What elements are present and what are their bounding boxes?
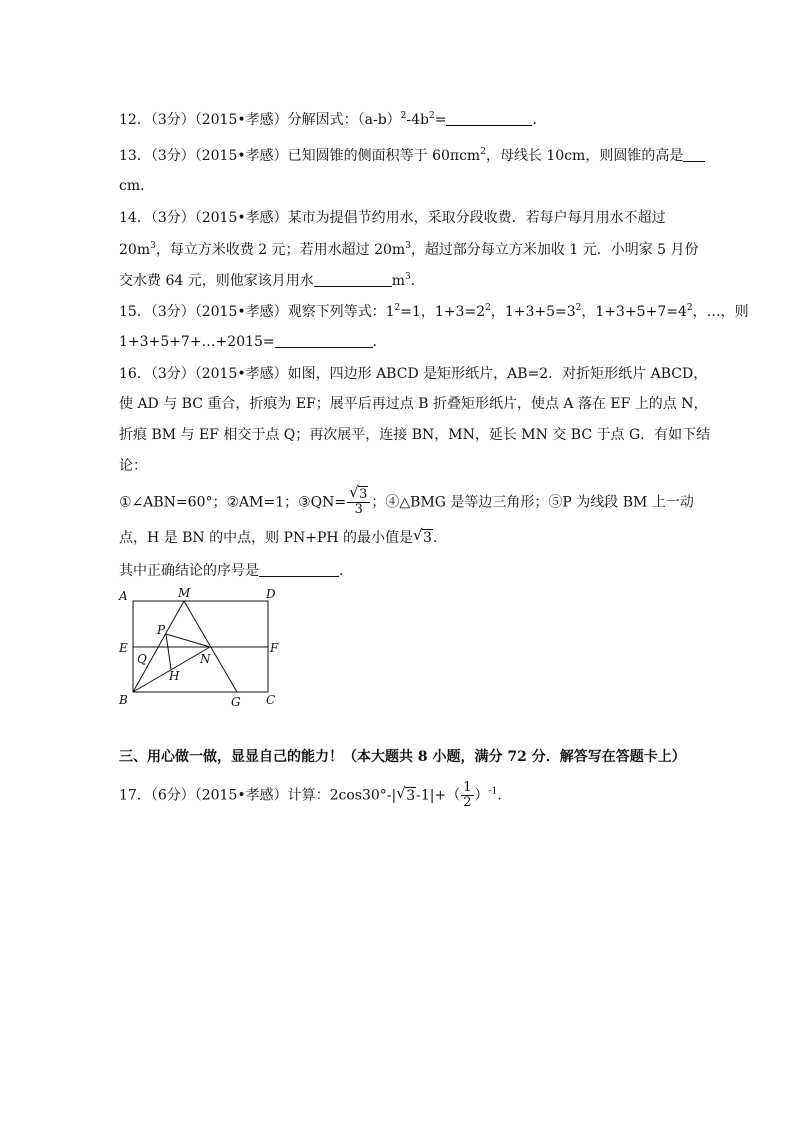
question-text: 1+3+5+7+…+2015=: [119, 334, 275, 350]
question-text: 折痕 BM 与 EF 相交于点 Q；再次展平，连接 BN，MN，延长 MN 交 BC 于点 G．有如下结: [119, 427, 711, 443]
square-root: √ 3: [413, 526, 432, 546]
question-number: 12．: [119, 112, 151, 128]
question-text: cm．: [119, 178, 155, 194]
question-meta: （3分）（2015•孝感）: [150, 112, 288, 128]
question-text: 其中正确结论的序号是: [119, 563, 259, 579]
question-15: [119, 302, 749, 322]
question-text: ，每立方米收费 2 元；若用水超过 20m: [155, 242, 406, 258]
question-text: 如图，四边形 ABCD 是矩形纸片，AB=2．对折矩形纸片 ABCD，: [287, 366, 708, 382]
question-13: [119, 146, 705, 166]
question-text: ，1+3+5+7=4: [581, 304, 687, 320]
question-number: 15．: [119, 304, 151, 320]
superscript: 3: [150, 241, 156, 251]
question-text: 20m: [119, 242, 151, 258]
fraction: $\frac{1}{2}$: [463, 780, 472, 810]
question-text: 已知圆锥的侧面积等于 60πcm: [287, 148, 481, 164]
period: ．: [372, 334, 387, 350]
question-text: ，母线长 10cm，则圆锥的高是: [485, 148, 684, 164]
label-a: A: [119, 589, 128, 603]
question-text: 某市为提倡节约用水，采取分段收费．若每户每月用水不超过: [287, 210, 666, 226]
section-heading: 三、用心做一做，显显自己的能力！（本大题共 8 小题，满分 72 分．解答写在答题卡上）: [119, 749, 686, 765]
question-meta: （3分）（2015•孝感）: [150, 148, 288, 164]
question-text: ；④△BMG 是等边三角形；⑤P 为线段 BM 上一动: [371, 494, 694, 511]
question-text: 使 AD 与 BC 重合，折痕为 EF；展平后再过点 B 折叠矩形纸片，使点 A 落在 EF 上的点 N，: [119, 396, 708, 412]
question-13-line-2: [119, 176, 154, 196]
line-ph: [166, 634, 171, 669]
period: ．: [410, 273, 425, 289]
question-16-line-7: [119, 561, 353, 581]
label-e: E: [119, 641, 128, 655]
question-text: -1|+（: [416, 787, 461, 804]
answer-blank[interactable]: [259, 562, 339, 577]
question-meta: （3分）（2015•孝感）: [150, 210, 288, 226]
fraction: [347, 483, 370, 517]
label-f: F: [270, 641, 279, 655]
question-meta: （6分）（2015•孝感）: [150, 787, 288, 804]
label-q: Q: [137, 652, 147, 666]
question-number: 16．: [119, 366, 151, 382]
question-16-line-6: [119, 528, 447, 548]
question-16: [119, 364, 707, 384]
question-16-conclusions: [119, 483, 694, 517]
question-text: 点，H 是 BN 的中点，则 PN+PH 的最小值是: [119, 530, 414, 546]
question-text: =1，1+3=2: [400, 304, 486, 320]
superscript: 2: [429, 111, 435, 121]
superscript: 2: [485, 303, 491, 313]
radicand: 3: [359, 487, 368, 502]
question-14-line-3: [119, 271, 425, 291]
period: ．: [497, 787, 512, 804]
superscript: 2: [686, 303, 693, 313]
question-text: =: [434, 112, 447, 128]
label-c: C: [266, 693, 276, 707]
question-text: ）: [474, 787, 489, 804]
question-14-line-2: [119, 240, 699, 260]
question-text: ，…，则: [692, 304, 749, 320]
period: ．: [532, 112, 547, 128]
question-text: ①∠ABN=60°；②AM=1；③QN=: [119, 494, 347, 511]
question-meta: （3分）（2015•孝感）: [150, 304, 288, 320]
question-text: 计算：2cos30°-|: [287, 787, 397, 804]
label-h: H: [169, 669, 180, 683]
question-16-line-4: [119, 456, 147, 476]
label-g: G: [231, 695, 241, 709]
question-16-line-2: [119, 394, 708, 414]
superscript: 2: [400, 111, 407, 121]
question-text: 交水费 64 元，则他家该月用水: [119, 273, 314, 289]
question-text: 分解因式：（a-b）: [287, 112, 401, 128]
square-root: √ 3: [396, 783, 416, 804]
question-text: ，超过部分每立方米加收 1 元．小明家 5 月份: [410, 242, 699, 258]
question-text: ，1+3+5=3: [490, 304, 576, 320]
period: ．: [432, 530, 447, 546]
question-17: [119, 781, 511, 810]
period: ．: [339, 563, 353, 579]
superscript: 2: [575, 303, 582, 313]
question-text: 观察下列等式：1: [287, 304, 395, 320]
question-16-line-3: [119, 425, 710, 445]
superscript: 3: [405, 241, 411, 251]
superscript: 2: [394, 303, 401, 313]
answer-blank[interactable]: [683, 147, 705, 162]
radicand: 3: [423, 530, 432, 546]
answer-blank[interactable]: [446, 111, 532, 126]
answer-blank[interactable]: [275, 333, 373, 348]
label-m: M: [178, 586, 191, 600]
question-text: 论：: [119, 458, 147, 474]
answer-blank[interactable]: [314, 272, 392, 287]
question-number: 17．: [119, 787, 151, 804]
question-number: 14．: [119, 210, 151, 226]
question-15-line-2: [119, 332, 387, 352]
question-text: m: [391, 273, 405, 289]
radicand: 3: [406, 787, 416, 804]
label-p: P: [157, 623, 166, 637]
question-text: -4b: [406, 112, 430, 128]
denominator: 3: [354, 502, 363, 517]
superscript: 3: [405, 272, 411, 282]
label-b: B: [119, 693, 128, 707]
square-root: √ 3: [349, 483, 368, 502]
superscript: 2: [480, 147, 486, 157]
line-pn: [166, 634, 210, 647]
question-meta: （3分）（2015•孝感）: [150, 366, 288, 382]
question-number: 13．: [119, 148, 151, 164]
superscript: -1: [488, 786, 498, 797]
question-14: [119, 208, 666, 228]
geometry-figure: [115, 585, 290, 710]
label-d: D: [266, 587, 276, 601]
label-n: N: [200, 652, 211, 666]
question-12: [119, 110, 546, 130]
